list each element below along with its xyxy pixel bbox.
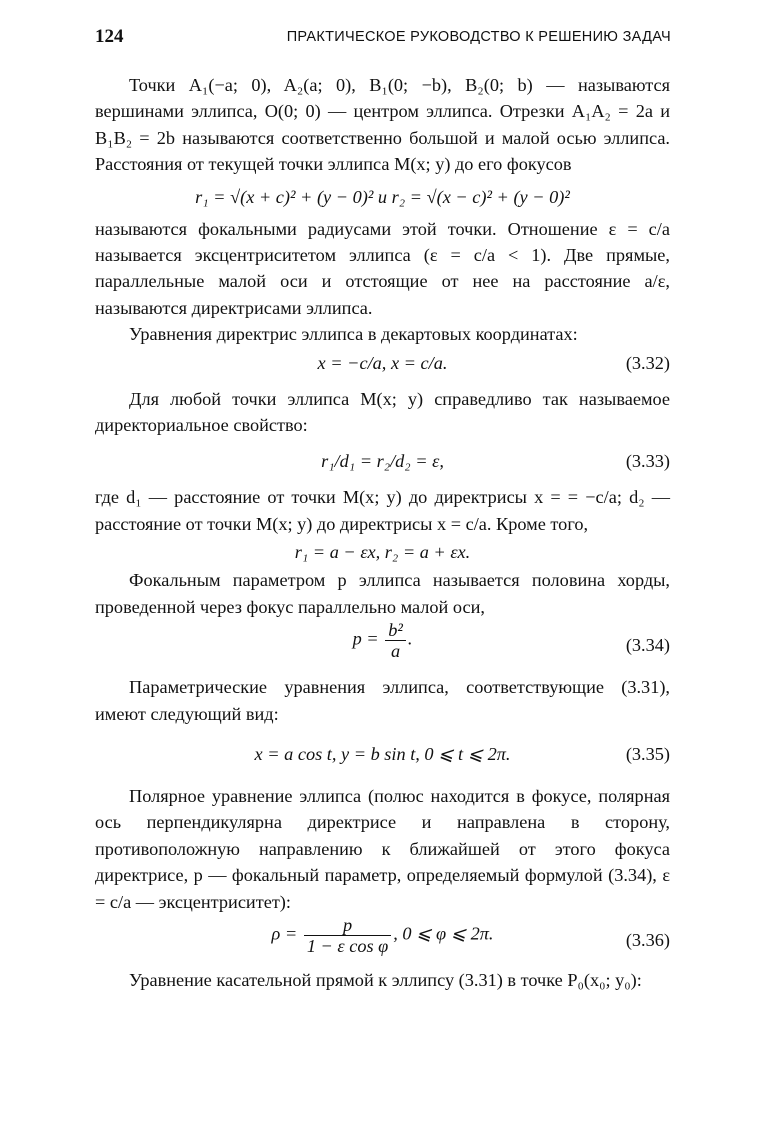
- paragraph-polar: Полярное уравнение эллипса (полюс находится в фокусе, полярная ось перпендикулярна директрисе и направлена в сторону, противоположную направлению к ближайшей от этого фокуса директрисе, p — фокальный параметр, определяемый формулой (3.34), ε = c/a — эксцентриситет):: [95, 785, 670, 912]
- equation-focal-radii-formula: r₁ = √(x + c)² + (y − 0)² и r₂ = √(x − c)² + (y − 0)²: [195, 186, 570, 207]
- paragraph-focal-parameter: Фокальным параметром p эллипса называется половина хорды, проведенной через фокус параллельно малой оси,: [95, 570, 670, 617]
- equation-3-33-number: (3.33): [625, 451, 670, 472]
- page-number: 124: [95, 26, 124, 47]
- equation-focal-radii: [95, 182, 670, 212]
- paragraph-directorial-property: Для любой точки эллипса M(x; y) справедливо так называемое директориальное свойство:: [95, 388, 670, 436]
- fraction: $\frac{p}{\text{1 − ε cos φ}}$: [304, 915, 391, 956]
- equation-3-32-number: (3.32): [625, 352, 670, 373]
- equation-focal-radii-linear-formula: r₁ = a − εx, r₂ = a + εx.: [294, 542, 471, 563]
- equation-3-36-formula: ρ = $\frac{p}{\text{1 − ε cos φ}}$ , 0 ⩽ φ ⩽ 2π.: [271, 914, 494, 956]
- equation-3-34-formula: p = $\frac{\text{b²}}{a}$ .: [352, 620, 413, 662]
- equation-3-36-number: (3.36): [625, 929, 670, 950]
- fraction: $\frac{\text{b²}}{a}$: [385, 620, 406, 661]
- paragraph-distances: где d₁ — расстояние от точки M(x; y) до директрисы x = = −c/a; d₂ — расстояние от точки M(x; y) до директрисы x = c/a. Кроме того,: [95, 487, 670, 534]
- equation-3-34-number: (3.34): [625, 635, 670, 656]
- equation-3-33-formula: r₁/d₁ = r₂/d₂ = ε,: [321, 451, 444, 472]
- equation-3-36: [95, 915, 670, 963]
- equation-3-32-formula: x = −c/a, x = c/a.: [317, 352, 448, 373]
- paragraph-vertices: Точки A₁(−a; 0), A₂(a; 0), B₁(0; −b), B₂(0; b) — называются вершинами эллипса, O(0; 0) — центром эллипса. Отрезки A₁A₂ = 2a и B₁B₂ = 2b называются соответственно большой и малой осью эллипса. Расстояния от текущей точки эллипса M(x; y) до его фокусов: [95, 75, 670, 175]
- equation-3-33: [95, 446, 670, 476]
- paragraph-eccentricity: называются фокальными радиусами этой точки. Отношение ε = c/a называется эксцентриситетом эллипса (ε = c/a < 1). Две прямые, параллельные малой оси и отстоящие от нее на расстояние a/ε, называются директрисами эллипса.: [95, 218, 670, 318]
- paragraph-directrix-intro: Уравнения директрис эллипса в декартовых координатах:: [129, 324, 578, 345]
- paragraph-tangent: Уравнение касательной прямой к эллипсу (3.31) в точке P₀(x₀; y₀):: [129, 969, 642, 990]
- running-title: ПРАКТИЧЕСКОЕ РУКОВОДСТВО К РЕШЕНИЮ ЗАДАЧ: [286, 29, 671, 45]
- body-text: [95, 72, 670, 993]
- paragraph-parametric: Параметрические уравнения эллипса, соответствующие (3.31), имеют следующий вид:: [95, 677, 670, 724]
- page-header: [95, 26, 671, 50]
- equation-3-35: [95, 739, 670, 769]
- equation-focal-radii-linear: [95, 537, 670, 567]
- equation-3-34: [95, 620, 670, 668]
- equation-3-32: [95, 348, 670, 378]
- equation-3-35-formula: x = a cos t, y = b sin t, 0 ⩽ t ⩽ 2π.: [254, 743, 511, 764]
- equation-3-35-number: (3.35): [625, 743, 670, 764]
